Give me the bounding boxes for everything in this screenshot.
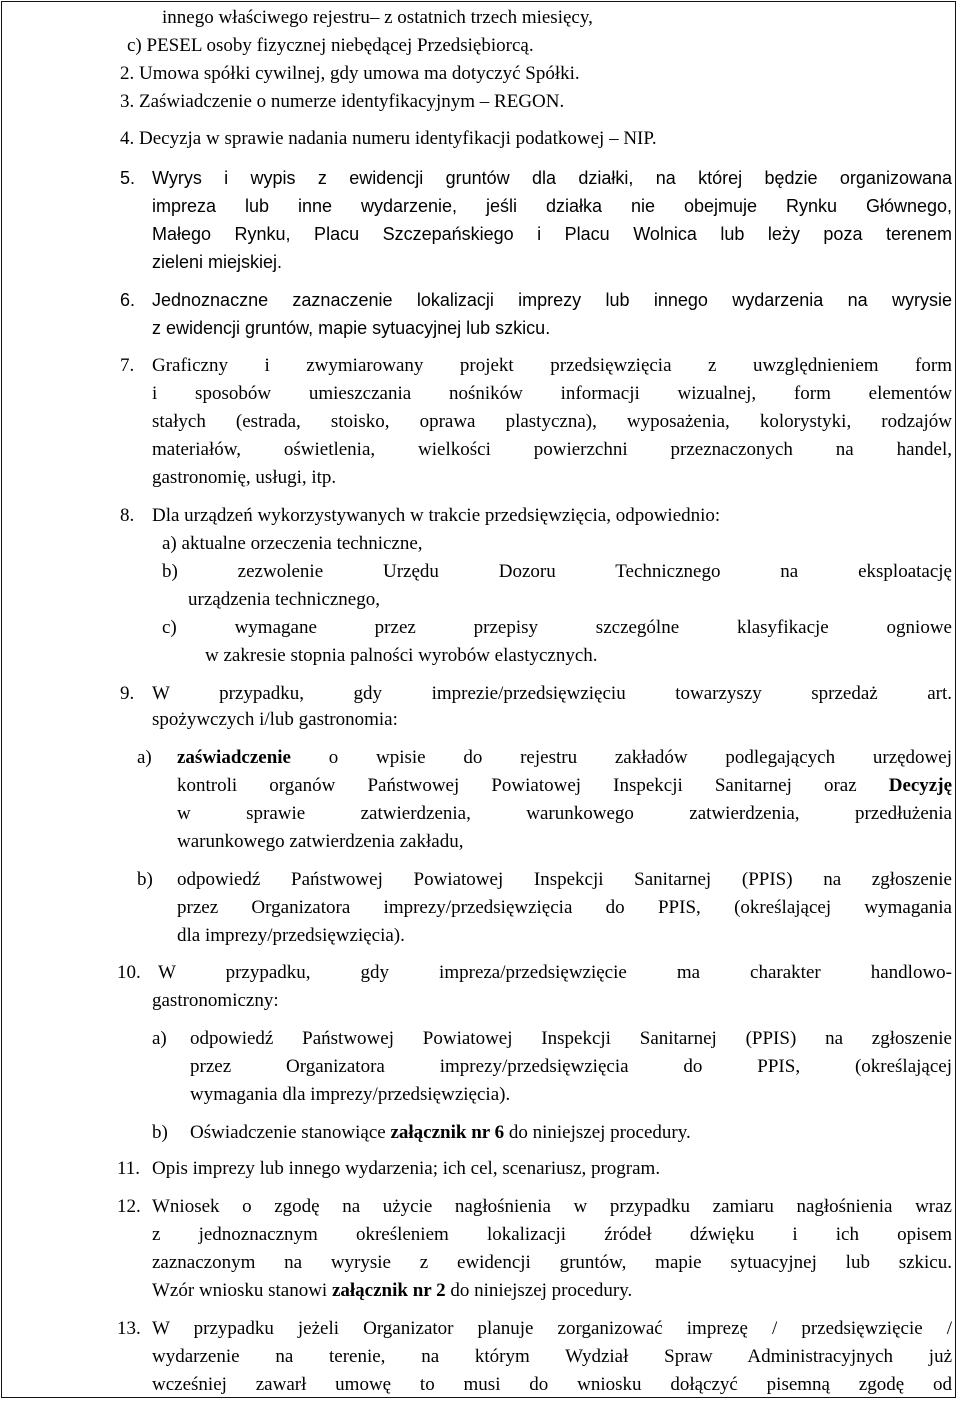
item-number: 13.	[117, 1318, 141, 1339]
text-line: stałych (estrada, stoisko, oprawa plastyczna), wyposażenia, kolorystyki, rodzajów	[152, 411, 952, 432]
item-number: 10.	[117, 962, 141, 983]
sub-item-label: b)	[137, 869, 153, 890]
text-line: Jednoznaczne zaznaczenie lokalizacji imprezy lub innego wydarzenia na wyrysie	[152, 290, 952, 310]
bold-text: załącznik nr 2	[331, 1280, 446, 1301]
list-item-c: c) PESEL osoby fizycznej niebędącej Przedsiębiorcą.	[127, 35, 534, 56]
text-line: wydarzenie na terenie, na którym Wydział Spraw Administracyjnych już	[152, 1346, 952, 1367]
text-line: i sposobów umieszczania nośników informacji wizualnej, form elementów	[152, 383, 952, 404]
bold-text: Decyzję	[888, 775, 952, 796]
sub-item-c: c) wymagane przez przepisy szczególne klasyfikacje ogniowe	[162, 617, 952, 638]
text-line	[177, 747, 952, 769]
text-line: gastronomiczny:	[152, 990, 279, 1011]
text-line	[177, 775, 952, 797]
text-line: Graficzny i zwymiarowany projekt przedsięwzięcia z uwzględnieniem form	[152, 355, 952, 376]
text-line: w zakresie stopnia palności wyrobów elastycznych.	[205, 645, 598, 666]
sub-item-a: a) aktualne orzeczenia techniczne,	[162, 533, 423, 554]
text-line: odpowiedź Państwowej Powiatowej Inspekcji Sanitarnej (PPIS) na zgłoszenie	[190, 1028, 952, 1049]
text-line	[190, 1122, 691, 1144]
text-line: z ewidencji gruntów, mapie sytuacyjnej lub szkicu.	[152, 318, 551, 338]
sub-item-label: b)	[152, 1122, 168, 1143]
text-line: dla imprezy/przedsięwzięcia).	[177, 925, 405, 946]
text-line: przez Organizatora imprezy/przedsięwzięcia do PPIS, (określającej wymagania	[177, 897, 952, 918]
text-line: zaznaczonym na wyrysie z ewidencji gruntów, mapie sytuacyjnej lub szkicu.	[152, 1252, 952, 1273]
text-line: spożywczych i/lub gastronomia:	[152, 709, 398, 730]
text-line: urządzenia technicznego,	[188, 589, 380, 610]
list-item-2: 2. Umowa spółki cywilnej, gdy umowa ma dotyczyć Spółki.	[120, 63, 580, 84]
item-number: 8.	[120, 505, 135, 526]
text-line: przez Organizatora imprezy/przedsięwzięcia do PPIS, (określającej	[190, 1056, 952, 1077]
text-line: w sprawie zatwierdzenia, warunkowego zatwierdzenia, przedłużenia	[177, 803, 952, 824]
text-line: impreza lub inne wydarzenie, jeśli działka nie obejmuje Rynku Głównego,	[152, 196, 952, 216]
text-line: warunkowego zatwierdzenia zakładu,	[177, 831, 464, 852]
text-line: Wyrys i wypis z ewidencji gruntów dla działki, na której będzie organizowana	[152, 168, 952, 188]
sub-item-label: a)	[152, 1028, 167, 1049]
list-item-3: 3. Zaświadczenie o numerze identyfikacyjnym – REGON.	[120, 91, 565, 112]
bold-text: zaświadczenie	[177, 747, 291, 768]
sub-item-label: a)	[137, 747, 152, 768]
text-line	[152, 1280, 632, 1302]
text-line: wymagania dla imprezy/przedsięwzięcia).	[190, 1084, 511, 1105]
item-number: 9.	[120, 683, 135, 704]
item-number: 5.	[120, 168, 136, 188]
text-line: innego właściwego rejestru– z ostatnich trzech miesięcy,	[162, 7, 593, 28]
item-number: 12.	[117, 1196, 141, 1217]
item-number: 7.	[120, 355, 135, 376]
text-span: o wpisie do rejestru zakładów podlegających urzędowej	[290, 747, 952, 768]
text-line: W przypadku, gdy imprezie/przedsięwzięciu towarzyszy sprzedaż art.	[152, 683, 952, 704]
item-number: 11.	[117, 1158, 141, 1179]
text-span: do niniejszej procedury.	[504, 1122, 691, 1143]
bold-text: załącznik nr 6	[390, 1122, 505, 1143]
text-span: Wzór wniosku stanowi	[152, 1280, 332, 1301]
text-line: Małego Rynku, Placu Szczepańskiego i Placu Wolnica lub leży poza terenem	[152, 224, 952, 244]
text-line: gastronomię, usługi, itp.	[152, 467, 337, 488]
text-line: Dla urządzeń wykorzystywanych w trakcie przedsięwzięcia, odpowiednio:	[152, 505, 721, 526]
text-line: Wniosek o zgodę na użycie nagłośnienia w przypadku zamiaru nagłośnienia wraz	[152, 1196, 952, 1217]
text-span: Oświadczenie stanowiące	[190, 1122, 391, 1143]
text-line: W przypadku jeżeli Organizator planuje zorganizować imprezę / przedsięwzięcie /	[152, 1318, 952, 1339]
text-line: wcześniej zawarł umowę to musi do wniosku dołączyć pisemną zgodę od	[152, 1374, 952, 1395]
item-number: 6.	[120, 290, 136, 310]
sub-item-b: b) zezwolenie Urzędu Dozoru Technicznego na eksploatację	[162, 561, 952, 582]
text-line: odpowiedź Państwowej Powiatowej Inspekcji Sanitarnej (PPIS) na zgłoszenie	[177, 869, 952, 890]
text-span: kontroli organów Państwowej Powiatowej Inspekcji Sanitarnej oraz	[177, 775, 889, 796]
text-line: W przypadku, gdy impreza/przedsięwzięcie ma charakter handlowo-	[158, 962, 952, 983]
text-span: do niniejszej procedury.	[445, 1280, 633, 1301]
text-line: Opis imprezy lub innego wydarzenia; ich cel, scenariusz, program.	[152, 1158, 661, 1179]
text-line: zieleni miejskiej.	[152, 252, 283, 272]
text-line: materiałów, oświetlenia, wielkości powierzchni przeznaczonych na handel,	[152, 439, 952, 460]
list-item-4: 4. Decyzja w sprawie nadania numeru identyfikacji podatkowej – NIP.	[120, 128, 657, 149]
text-line: z jednoznacznym określeniem lokalizacji źródeł dźwięku i ich opisem	[152, 1224, 952, 1245]
